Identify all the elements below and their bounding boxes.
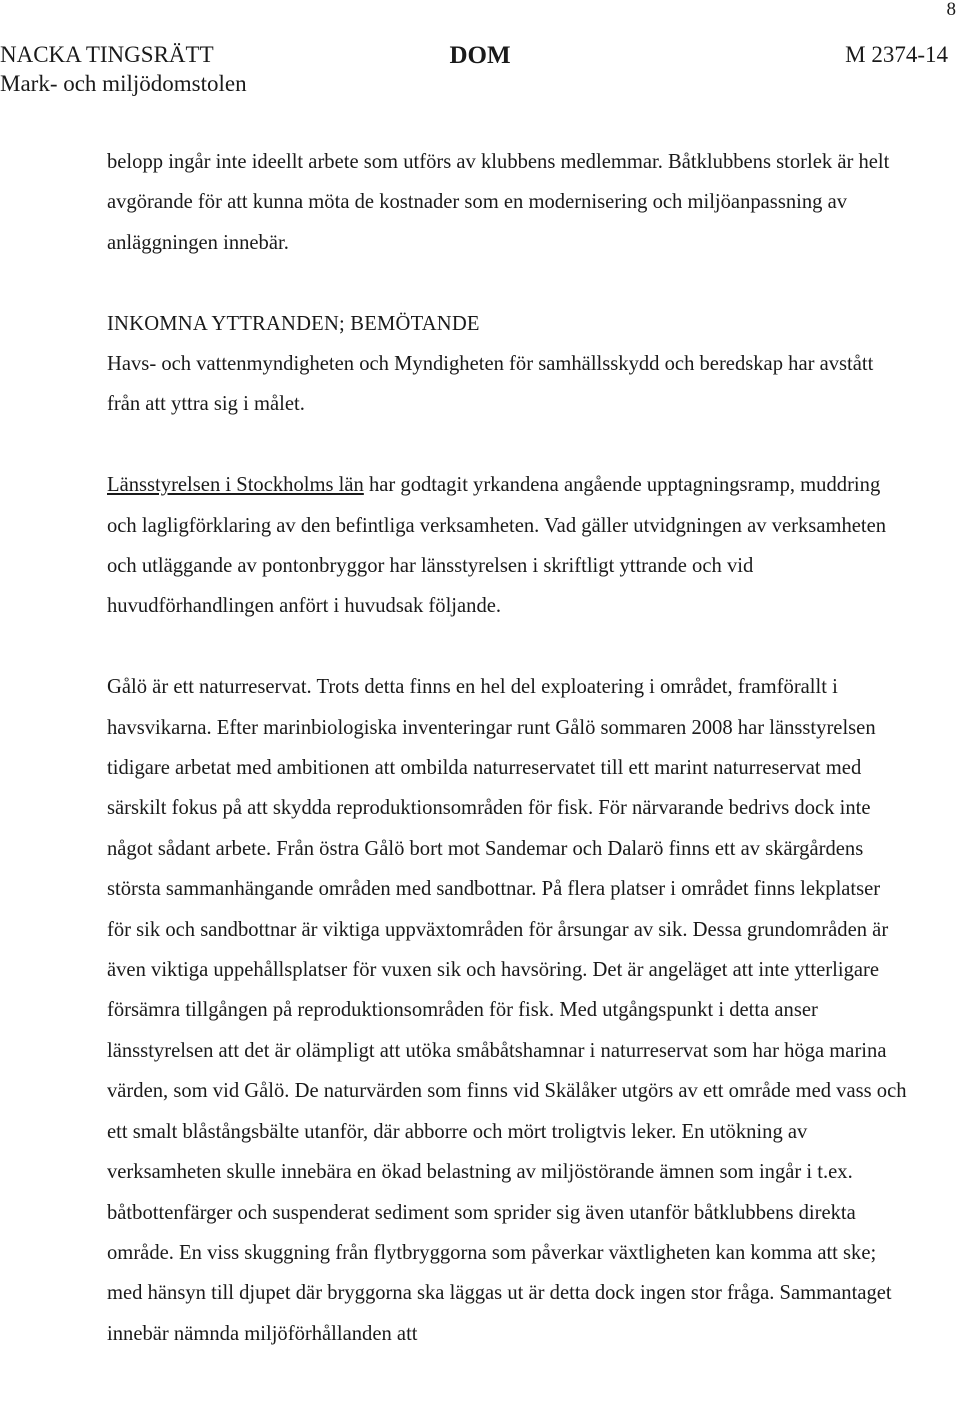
- paragraph-galo-reserve: Gålö är ett naturreservat. Trots detta finns en hel del exploatering i området, framförallt i havsvikarna. Efter marinbiologiska inventeringar runt Gålö sommaren 2008 har länsstyrelsen tidigare arbetat med ambitionen att ombilda naturreservatet till ett marint naturreservat med särskilt fokus på att skydda reproduktionsområden för fisk. För närvarande bedrivs dock inte något sådant arbete. Från östra Gålö bort mot Sandemar och Dalarö finns ett av skärgårdens största sammanhängande områden med sandbottnar. På flera platser i området finns lekplatser för sik och sandbottnar är viktiga uppväxtområden för årsungar av sik. Dessa grundområden är även viktiga uppehållsplatser för vuxen sik och havsöring. Det är angeläget att inte ytterligare försämra tillgången på reproduktionsområden för fisk. Med utgångspunkt i detta anser länsstyrelsen att det är olämpligt att utöka småbåtshamnar i naturreservat som har höga marina värden, som vid Gålö. De naturvärden som finns vid Skälåker utgörs av ett område med vass och ett smalt blåstångsbälte utanför, där abborre och mört troligtvis leker. En utökning av verksamheten skulle innebära en ökad belastning av miljöstörande ämnen som ingår i t.ex. båtbottenfärger och suspenderat sediment som sprider sig även utanför båtklubbens direkta område. En viss skuggning från flytbryggorna som påverkar växtligheten kan komma att ske; med hänsyn till djupet där bryggorna ska läggas ut är detta dock ingen stor fråga. Sammantaget innebär nämnda miljöförhållanden att: [107, 676, 907, 1345]
- paragraph-boat-club-size: belopp ingår inte ideellt arbete som utförs av klubbens medlemmar. Båtklubbens storlek är helt avgörande för att kunna möta de kostnader som en modernisering och miljöanpassning av anläggningen innebär.: [107, 151, 890, 254]
- case-number: M 2374-14: [845, 42, 948, 67]
- document-type: DOM: [449, 42, 511, 69]
- document-body: [107, 142, 907, 1354]
- court-name-line1: NACKA TINGSRÄTT: [0, 42, 214, 67]
- page-number: 8: [946, 0, 956, 20]
- paragraph-county-board: [107, 465, 907, 627]
- paragraph-authorities: Havs- och vattenmyndigheten och Myndigheten för samhällsskydd och beredskap har avstått från att yttra sig i målet.: [107, 353, 874, 416]
- court-name-line2: Mark- och miljödomstolen: [0, 71, 247, 96]
- county-board-name: Länsstyrelsen i Stockholms län: [107, 474, 364, 497]
- section-heading: INKOMNA YTTRANDEN; BEMÖTANDE: [107, 312, 480, 335]
- document-header: [0, 40, 960, 100]
- county-board-text: har godtagit yrkandena angående upptagningsramp, muddring och lagligförklaring av den befintliga verksamheten. Vad gäller utvidgningen av verksamheten och utläggande av pontonbryggor har länsstyrelsen i skriftligt yttrande och vid huvudförhandlingen anfört i huvudsak följande.: [107, 474, 887, 618]
